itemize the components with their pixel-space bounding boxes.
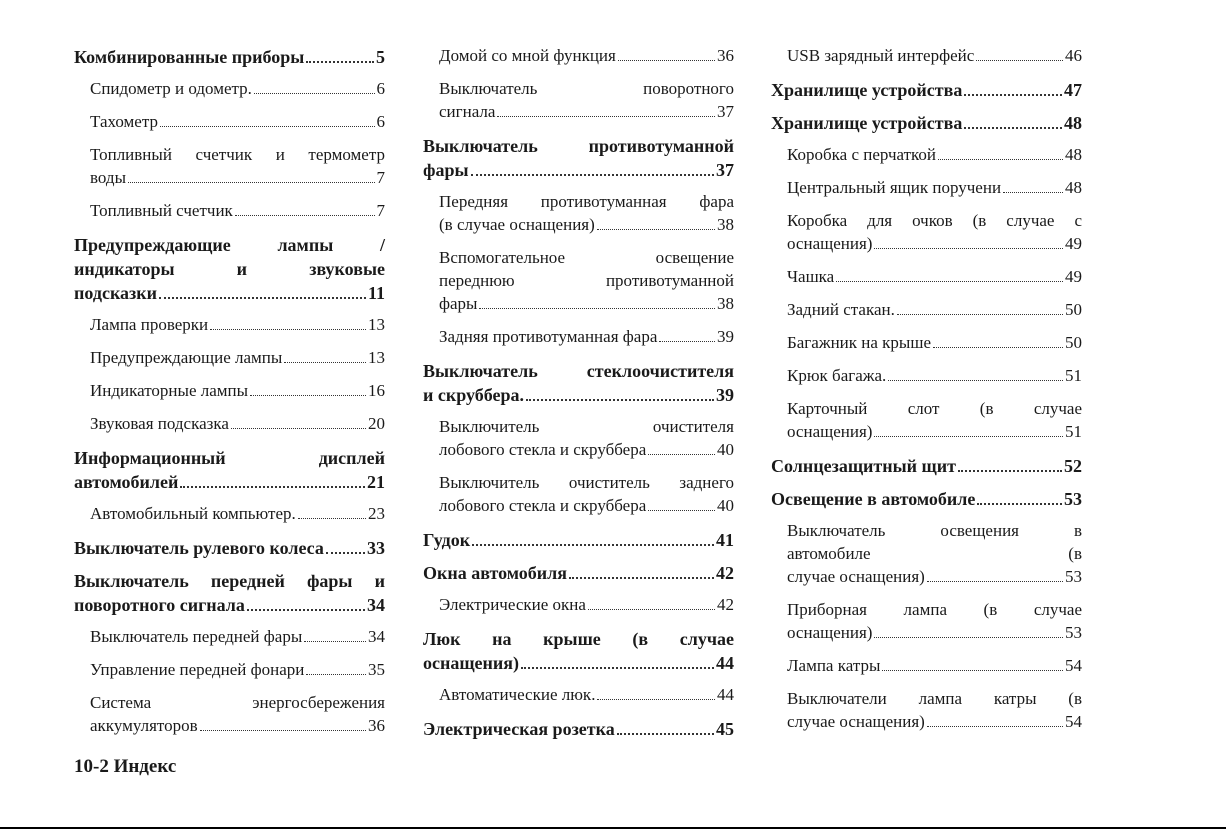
dot-leader [471, 174, 714, 176]
entry-title: Управление передней фонари [90, 660, 305, 679]
index-subentry [423, 190, 734, 246]
index-subentry [423, 325, 734, 358]
page-number: 37 [717, 102, 734, 121]
entry-title: поворотного сигнала [74, 595, 245, 615]
entry-text-line: Топливный счетчик и термометр [90, 145, 385, 164]
page-number: 36 [717, 46, 734, 65]
index-subentry [771, 176, 1082, 209]
index-subentry [771, 298, 1082, 331]
dot-leader [588, 609, 715, 610]
page-number: 44 [716, 653, 734, 673]
page-number: 48 [1064, 113, 1082, 133]
dot-leader [897, 314, 1063, 315]
entry-title: Хранилище устройства [771, 80, 963, 100]
dot-leader [472, 544, 714, 546]
index-subentry [771, 654, 1082, 687]
dot-leader [254, 93, 375, 94]
entry-title: оснащения) [423, 653, 520, 673]
index-subentry [771, 364, 1082, 397]
index-column-1 [74, 44, 385, 747]
entry-title: Лампа проверки [90, 315, 209, 334]
dot-leader [284, 362, 366, 363]
index-section-entry [771, 453, 1082, 486]
index-subentry [423, 415, 734, 471]
dot-leader [618, 60, 715, 61]
index-subentry [74, 143, 385, 199]
index-subentry [74, 313, 385, 346]
index-section-entry [74, 232, 385, 313]
entry-title: случае оснащения) [787, 712, 925, 731]
dot-leader [648, 454, 715, 455]
entry-title: Тахометр [90, 112, 158, 131]
page-number: 37 [716, 160, 734, 180]
page-number: 49 [1065, 234, 1082, 253]
index-section-entry [771, 110, 1082, 143]
entry-title: Электрическая розетка [423, 719, 615, 739]
dot-leader [160, 126, 375, 127]
entry-text-line: Приборная лампа (в случае [787, 600, 1082, 619]
entry-title: лобового стекла и скруббера [439, 496, 647, 515]
index-column-3 [771, 44, 1082, 743]
index-section-entry [74, 535, 385, 568]
page-number: 44 [717, 685, 734, 704]
entry-title: оснащения) [787, 234, 873, 253]
index-subentry [771, 687, 1082, 743]
index-subentry [74, 110, 385, 143]
dot-leader [200, 730, 366, 731]
entry-title: Хранилище устройства [771, 113, 963, 133]
index-subentry [771, 598, 1082, 654]
entry-title: лобового стекла и скруббера [439, 440, 647, 459]
page-number: 23 [368, 504, 385, 523]
page-number: 21 [367, 472, 385, 492]
index-subentry [771, 265, 1082, 298]
dot-leader [298, 518, 366, 519]
entry-title: Освещение в автомобиле [771, 489, 976, 509]
entry-text-line: автомобиле (в [787, 544, 1082, 563]
page-number: 34 [368, 627, 385, 646]
dot-leader [938, 159, 1063, 160]
entry-text-line: Выключатель противотуманной [423, 136, 734, 156]
dot-leader [648, 510, 715, 511]
dot-leader [210, 329, 366, 330]
index-subentry [74, 412, 385, 445]
dot-leader [874, 248, 1063, 249]
index-column-2 [423, 44, 734, 749]
page-number: 53 [1064, 489, 1082, 509]
page-footer: 10-2 Индекс [74, 756, 177, 777]
entry-text-line: Выключитель очистителя [439, 417, 734, 436]
index-section-entry [74, 568, 385, 625]
entry-title: Индикаторные лампы [90, 381, 249, 400]
page-number: 47 [1064, 80, 1082, 100]
entry-title: Багажник на крыше [787, 333, 931, 352]
index-subentry [423, 471, 734, 527]
index-section-entry [423, 560, 734, 593]
page-number: 5 [376, 47, 385, 67]
entry-title: USB зарядный интерфейс [787, 46, 975, 65]
page-number: 36 [368, 716, 385, 735]
dot-leader [326, 552, 365, 554]
entry-text-line: Выключатель поворотного [439, 79, 734, 98]
dot-leader [874, 436, 1063, 437]
page-number: 46 [1065, 46, 1082, 65]
index-subentry [771, 44, 1082, 77]
dot-leader [159, 297, 366, 299]
entry-title: Спидометр и одометр. [90, 79, 252, 98]
page-number: 51 [1065, 422, 1082, 441]
index-section-entry [423, 358, 734, 415]
entry-title: (в случае оснащения) [439, 215, 595, 234]
dot-leader [874, 637, 1063, 638]
entry-text-line: Выключатель стеклоочистителя [423, 361, 734, 381]
entry-title: сигнала [439, 102, 496, 121]
page-number: 39 [716, 385, 734, 405]
entry-text-line: Выключатель освещения в [787, 521, 1082, 540]
page-number: 33 [367, 538, 385, 558]
dot-leader [250, 395, 366, 396]
page-number: 50 [1065, 300, 1082, 319]
index-subentry [423, 77, 734, 133]
entry-title: Выключатель рулевого колеса [74, 538, 324, 558]
page-number: 34 [367, 595, 385, 615]
page-number: 49 [1065, 267, 1082, 286]
page-number: 40 [717, 496, 734, 515]
entry-title: фары [439, 294, 478, 313]
index-subentry [771, 519, 1082, 598]
page-number: 54 [1065, 656, 1082, 675]
dot-leader [521, 667, 714, 669]
dot-leader [306, 61, 374, 63]
index-subentry [74, 379, 385, 412]
entry-text-line: индикаторы и звуковые [74, 259, 385, 279]
index-section-entry [771, 77, 1082, 110]
entry-title: Коробка с перчаткой [787, 145, 937, 164]
entry-text-line: переднюю противотуманной [439, 271, 734, 290]
entry-title: Лампа катры [787, 656, 881, 675]
dot-leader [479, 308, 715, 309]
entry-title: подсказки [74, 283, 158, 303]
entry-title: Задний стакан. [787, 300, 895, 319]
index-subentry [74, 346, 385, 379]
index-section-entry [423, 626, 734, 683]
dot-leader [597, 699, 715, 700]
page-number: 40 [717, 440, 734, 459]
index-section-entry [771, 486, 1082, 519]
page-number: 13 [368, 315, 385, 334]
entry-title: Предупреждающие лампы [90, 348, 283, 367]
page-number: 53 [1065, 567, 1082, 586]
dot-leader [927, 726, 1063, 727]
entry-title: Автомобильный компьютер. [90, 504, 296, 523]
entry-title: Солнцезащитный щит [771, 456, 956, 476]
dot-leader [617, 733, 714, 735]
dot-leader [927, 581, 1063, 582]
index-section-entry [423, 716, 734, 749]
index-subentry [74, 77, 385, 110]
page-number: 7 [376, 201, 385, 220]
dot-leader [964, 94, 1062, 96]
dot-leader [247, 609, 365, 611]
page-number: 16 [368, 381, 385, 400]
page-number: 45 [716, 719, 734, 739]
entry-text-line: Карточный слот (в случае [787, 399, 1082, 418]
page-number: 38 [717, 294, 734, 313]
index-section-entry [423, 527, 734, 560]
entry-text-line: Предупреждающие лампы / [74, 235, 385, 255]
entry-title: Топливный счетчик [90, 201, 233, 220]
dot-leader [497, 116, 715, 117]
page-number: 42 [717, 595, 734, 614]
dot-leader [836, 281, 1063, 282]
entry-title: Комбинированные приборы [74, 47, 305, 67]
index-subentry [423, 683, 734, 716]
entry-title: Домой со мной функция [439, 46, 616, 65]
entry-text-line: Коробка для очков (в случае с [787, 211, 1082, 230]
entry-title: Чашка [787, 267, 835, 286]
entry-text-line: Вспомогательное освещение [439, 248, 734, 267]
dot-leader [964, 127, 1062, 129]
page-number: 48 [1065, 178, 1082, 197]
page-number: 48 [1065, 145, 1082, 164]
dot-leader [977, 503, 1062, 505]
entry-title: Выключатель передней фары [90, 627, 303, 646]
index-section-entry [423, 133, 734, 190]
index-subentry [74, 691, 385, 747]
index-subentry [74, 502, 385, 535]
index-section-entry [74, 44, 385, 77]
index-subentry [74, 658, 385, 691]
page-number: 39 [717, 327, 734, 346]
page-number: 51 [1065, 366, 1082, 385]
page-number: 6 [376, 79, 385, 98]
index-subentry [771, 143, 1082, 176]
entry-title: Задняя противотуманная фара [439, 327, 658, 346]
index-subentry [771, 397, 1082, 453]
dot-leader [569, 577, 714, 579]
dot-leader [304, 641, 366, 642]
dot-leader [1003, 192, 1063, 193]
entry-title: Автоматические люк. [439, 685, 596, 704]
entry-title: Крюк багажа. [787, 366, 887, 385]
entry-title: воды [90, 168, 126, 187]
entry-text-line: Выключатели лампа катры (в [787, 689, 1082, 708]
entry-title: оснащения) [787, 623, 873, 642]
entry-title: Электрические окна [439, 595, 586, 614]
dot-leader [235, 215, 375, 216]
page-number: 6 [376, 112, 385, 131]
dot-leader [882, 670, 1063, 671]
index-subentry [423, 246, 734, 325]
index-subentry [423, 44, 734, 77]
entry-text-line: Передняя противотуманная фара [439, 192, 734, 211]
index-subentry [771, 331, 1082, 364]
entry-title: оснащения) [787, 422, 873, 441]
dot-leader [976, 60, 1063, 61]
index-section-entry [74, 445, 385, 502]
entry-text-line: Информационный дисплей [74, 448, 385, 468]
index-subentry [771, 209, 1082, 265]
entry-title: Гудок [423, 530, 471, 550]
dot-leader [933, 347, 1063, 348]
dot-leader [958, 470, 1062, 472]
entry-title: аккумуляторов [90, 716, 198, 735]
entry-title: и скруббера. [423, 385, 525, 405]
entry-text-line: Люк на крыше (в случае [423, 629, 734, 649]
entry-text-line: Выключитель очиститель заднего [439, 473, 734, 492]
page-number: 20 [368, 414, 385, 433]
entry-title: Звуковая подсказка [90, 414, 229, 433]
dot-leader [128, 182, 375, 183]
entry-title: фары [423, 160, 469, 180]
index-subentry [74, 625, 385, 658]
page-number: 41 [716, 530, 734, 550]
dot-leader [888, 380, 1063, 381]
page-number: 38 [717, 215, 734, 234]
entry-title: автомобилей [74, 472, 179, 492]
dot-leader [180, 486, 365, 488]
page-number: 52 [1064, 456, 1082, 476]
entry-text-line: Система энергосбережения [90, 693, 385, 712]
entry-title: случае оснащения) [787, 567, 925, 586]
page-number: 50 [1065, 333, 1082, 352]
page-number: 35 [368, 660, 385, 679]
page-number: 7 [376, 168, 385, 187]
dot-leader [526, 399, 714, 401]
page-number: 11 [367, 283, 385, 303]
page-number: 13 [368, 348, 385, 367]
entry-title: Центральный ящик поручени [787, 178, 1002, 197]
dot-leader [597, 229, 715, 230]
page-number: 42 [716, 563, 734, 583]
page-number: 54 [1065, 712, 1082, 731]
dot-leader [659, 341, 715, 342]
dot-leader [306, 674, 366, 675]
index-subentry [423, 593, 734, 626]
dot-leader [231, 428, 366, 429]
entry-text-line: Выключатель передней фары и [74, 571, 385, 591]
page-number: 53 [1065, 623, 1082, 642]
index-subentry [74, 199, 385, 232]
entry-title: Окна автомобиля [423, 563, 568, 583]
